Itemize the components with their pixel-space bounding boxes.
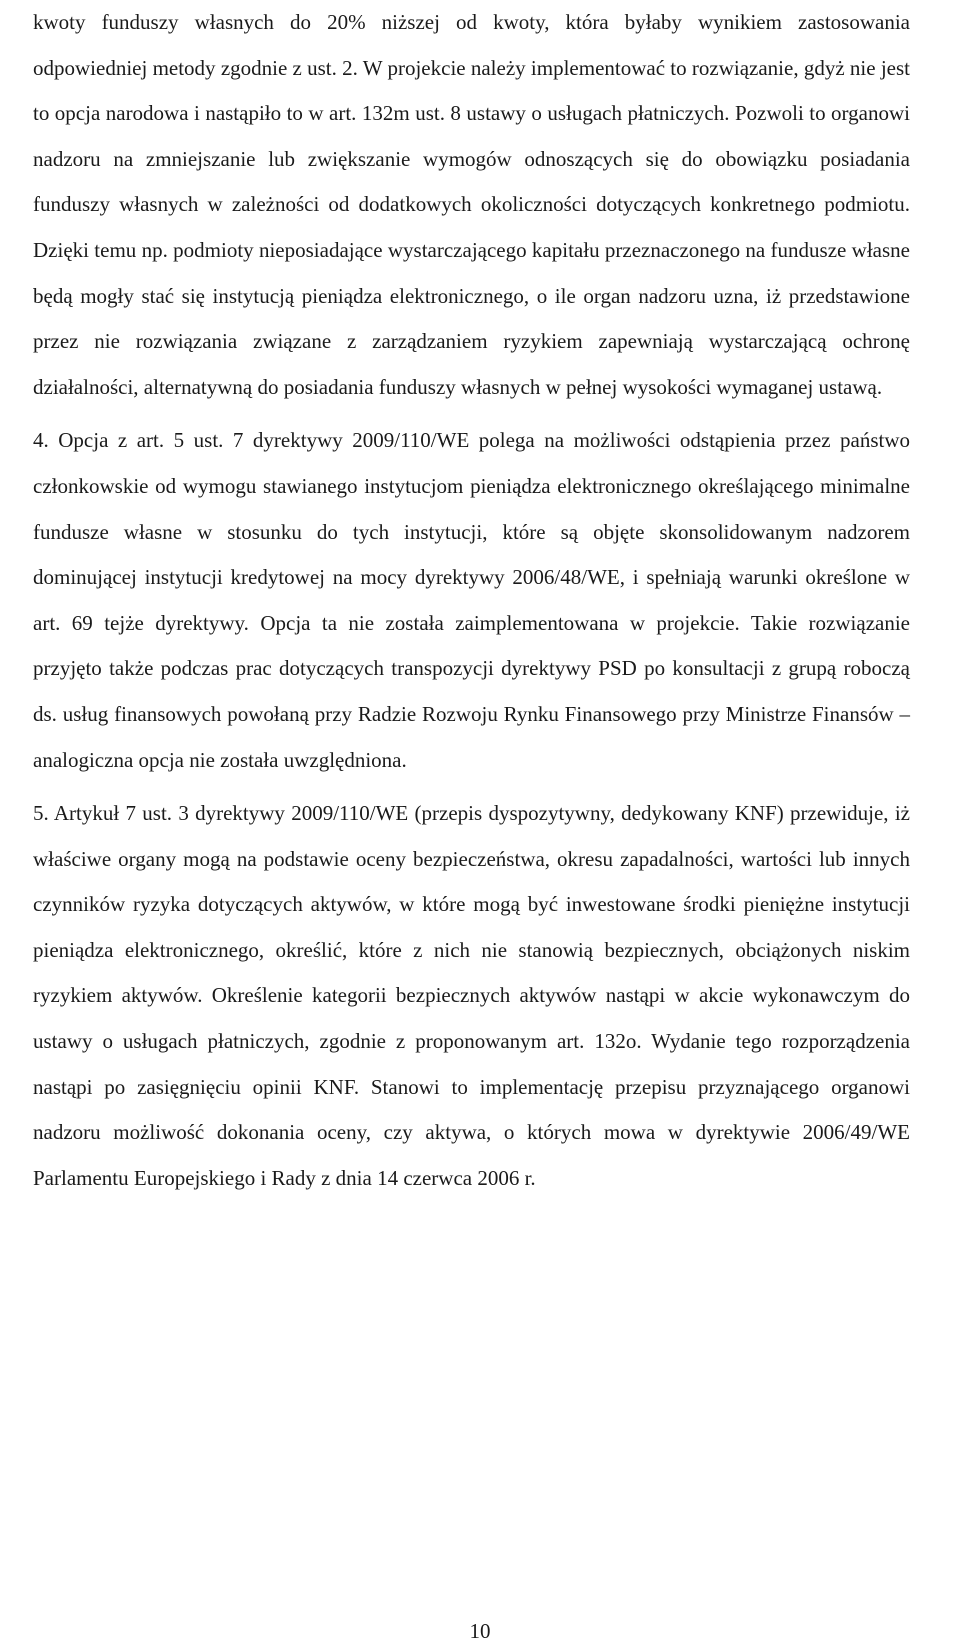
page-number: 10 <box>469 1619 491 1643</box>
paragraph-continued <box>33 0 910 410</box>
paragraph-number: 5. <box>33 801 49 826</box>
paragraph-number: 4. <box>33 428 49 453</box>
paragraph-text: Opcja z art. 5 ust. 7 dyrektywy 2009/110/WE polega na możliwości odstąpienia przez państwo członkowskie od wymogu stawianego instytucjom pieniądza elektronicznego określającego minimalne fundusze własne w stosunku do tych instytucji, które są objęte skonsolidowanym nadzorem dominującej instytucji kredytowej na mocy dyrektywy 2006/48/WE, i spełniają warunki określone w art. 69 tejże dyrektywy. Opcja ta nie została zaimplementowana w projekcie. Takie rozwiązanie przyjęto także podczas prac dotyczących transpozycji dyrektywy PSD po konsultacji z grupą roboczą ds. usług finansowych powołaną przy Radzie Rozwoju Rynku Finansowego przy Ministrze Finansów – analogiczna opcja nie została uwzględniona. <box>33 428 911 772</box>
paragraph-text: kwoty funduszy własnych do 20% niższej od kwoty, która byłaby wynikiem zastosowania odpowiedniej metody zgodnie z ust. 2. W projekcie należy implementować to rozwiązanie, gdyż nie jest to opcja narodowa i nastąpiło to w art. 132m ust. 8 ustawy o usługach płatniczych. Pozwoli to organowi nadzoru na zmniejszanie lub zwiększanie wymogów odnoszących się do obowiązku posiadania funduszy własnych w zależności od dodatkowych okoliczności dotyczących konkretnego podmiotu. Dzięki temu np. podmioty nieposiadające wystarczającego kapitału przeznaczonego na fundusze własne będą mogły stać się instytucją pieniądza elektronicznego, o ile organ nadzoru uzna, iż przedstawione przez nie rozwiązania związane z zarządzaniem ryzykiem zapewniają wystarczającą ochronę działalności, alternatywną do posiadania funduszy własnych w pełnej wysokości wymaganej ustawą. <box>33 10 910 399</box>
paragraph-text: Artykuł 7 ust. 3 dyrektywy 2009/110/WE (przepis dyspozytywny, dedykowany KNF) przewiduje, iż właściwe organy mogą na podstawie oceny bezpieczeństwa, okresu zapadalności, wartości lub innych czynników ryzyka dotyczących aktywów, w które mogą być inwestowane środki pieniężne instytucji pieniądza elektronicznego, określić, które z nich nie stanowią bezpiecznych, obciążonych niskim ryzykiem aktywów. Określenie kategorii bezpiecznych aktywów nastąpi w akcie wykonawczym do ustawy o usługach płatniczych, zgodnie z proponowanym art. 132o. Wydanie tego rozporządzenia nastąpi po zasięgnięciu opinii KNF. Stanowi to implementację przepisu przyznającego organowi nadzoru możliwość dokonania oceny, czy aktywa, o których mowa w dyrektywie 2006/49/WE Parlamentu Europejskiego i Rady z dnia 14 czerwca 2006 r. <box>33 801 910 1190</box>
paragraph-item-4 <box>33 418 910 783</box>
paragraph-item-5 <box>33 791 910 1201</box>
body-text <box>33 0 910 1201</box>
